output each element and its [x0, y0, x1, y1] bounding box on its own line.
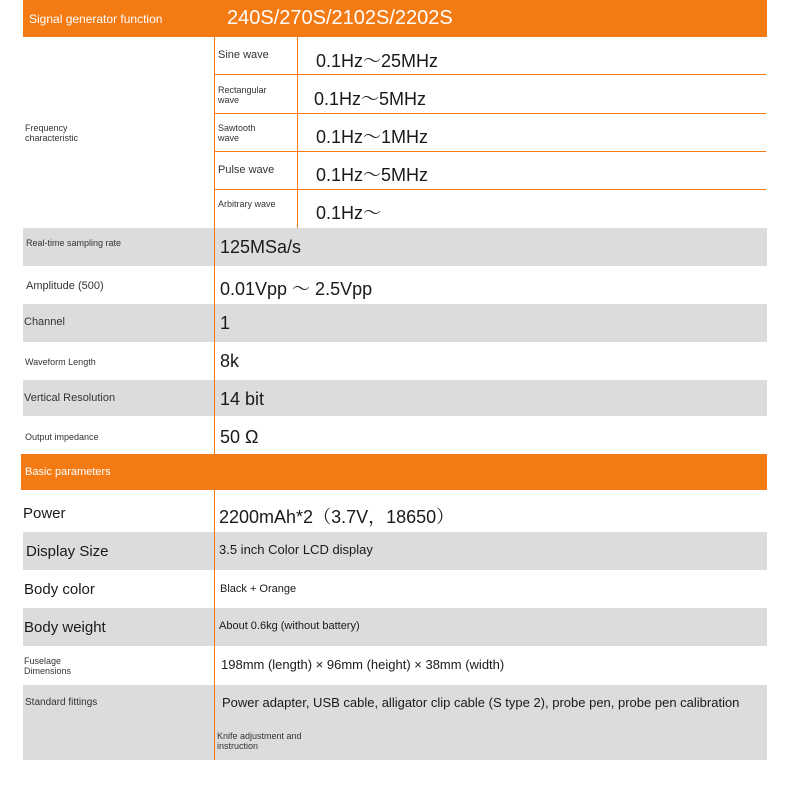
signal-row-label: Channel — [24, 316, 65, 328]
frequency-label: Frequency characteristic — [25, 123, 79, 143]
basic-parameters-label: Basic parameters — [25, 466, 111, 478]
basic-row-value: About 0.6kg (without battery) — [219, 620, 360, 632]
band-display — [23, 532, 767, 570]
band-channel — [23, 304, 767, 342]
basic-row-label: Body weight — [24, 619, 106, 636]
freq-row-name: Pulse wave — [218, 164, 275, 176]
basic-row-value: Black + Orange — [220, 583, 297, 595]
frequency-inner-divider — [297, 37, 298, 228]
signal-row-value: 14 bit — [220, 389, 265, 409]
signal-row-label: Amplitude (500) — [26, 280, 104, 292]
freq-sep-1 — [214, 74, 766, 75]
basic-row-value-continued: Knife adjustment and instruction — [217, 731, 302, 751]
signal-row-value: 8k — [220, 351, 240, 371]
signal-row-value: 50 Ω — [220, 427, 259, 447]
signal-row-label: Real-time sampling rate — [26, 238, 122, 248]
freq-row-value: 0.1Hz～25MHz — [316, 51, 439, 71]
basic-row-label: Standard fittings — [25, 697, 98, 708]
freq-row-value: 0.1Hz～ — [316, 203, 382, 223]
basic-divider — [214, 490, 215, 760]
signal-row-value: 1 — [220, 313, 231, 333]
freq-row-value: 0.1Hz～5MHz — [314, 89, 427, 109]
signal-row-value: 0.01Vpp ～ 2.5Vpp — [220, 279, 373, 299]
basic-row-label: Body color — [24, 581, 95, 598]
freq-sep-2 — [214, 113, 766, 114]
frequency-divider — [214, 37, 215, 228]
freq-row-name: Rectangular wave — [218, 85, 267, 105]
freq-sep-3 — [214, 151, 766, 152]
signal-row-label: Output impedance — [25, 432, 99, 442]
basic-row-label: Fuselage Dimensions — [24, 656, 72, 676]
basic-row-label: Power — [23, 505, 66, 522]
freq-row-value: 0.1Hz～5MHz — [316, 165, 429, 185]
signal-divider — [214, 228, 215, 454]
signal-row-label: Waveform Length — [25, 357, 96, 367]
basic-row-value: 198mm (length) × 96mm (height) × 38mm (width) — [221, 657, 505, 672]
basic-row-value: 2200mAh*2（3.7V，18650） — [219, 507, 455, 527]
header-models: 240S/270S/2102S/2202S — [227, 7, 453, 29]
signal-generator-header — [23, 0, 767, 37]
freq-sep-4 — [214, 189, 766, 190]
band-weight — [23, 608, 767, 646]
header-label: Signal generator function — [29, 12, 163, 26]
basic-row-value: Power adapter, USB cable, alligator clip cable (S type 2), probe pen, probe pen calibration — [222, 695, 740, 710]
freq-row-name: Arbitrary wave — [218, 199, 276, 209]
signal-row-value: 125MSa/s — [220, 237, 302, 257]
freq-row-name: Sawtooth wave — [218, 123, 256, 143]
band-sampling — [23, 228, 767, 266]
basic-parameters-header — [21, 454, 767, 490]
freq-row-value: 0.1Hz～1MHz — [316, 127, 429, 147]
basic-row-value: 3.5 inch Color LCD display — [219, 542, 373, 557]
signal-row-label: Vertical Resolution — [24, 392, 116, 404]
basic-row-label: Display Size — [26, 543, 109, 560]
freq-row-name: Sine wave — [218, 49, 269, 61]
band-vertical — [23, 380, 767, 416]
